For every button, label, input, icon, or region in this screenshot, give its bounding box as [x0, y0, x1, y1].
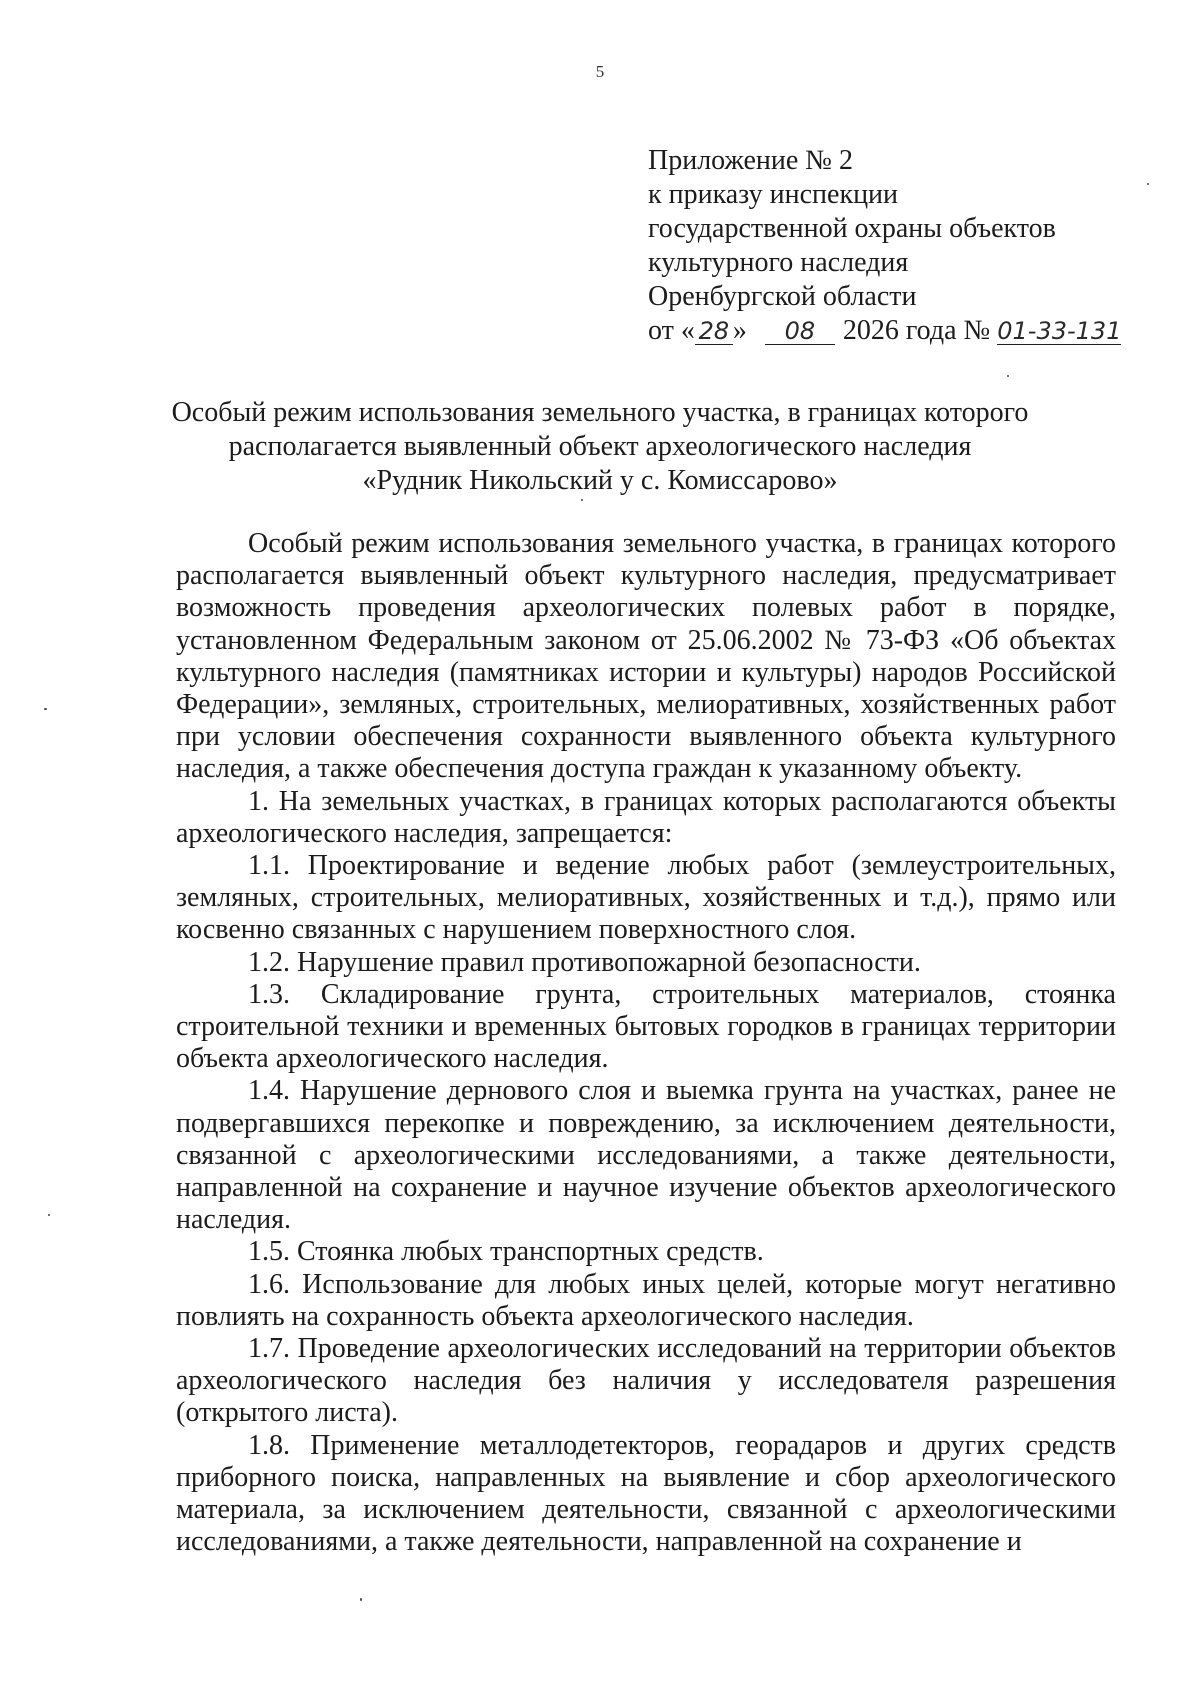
title-line: «Рудник Никольский у с. Комиссарово» — [362, 465, 838, 496]
clause-1-2: 1.2. Нарушение правил противопожарной безопасности. — [248, 946, 921, 978]
appendix-line: культурного наследия — [648, 247, 909, 278]
appendix-line: Оренбургской области — [648, 281, 917, 312]
clause-1-3: 1.3. Складирование грунта, строительных материалов, стоянка строительной техники и временных бытовых городков в границах территории объекта археологического наследия. — [176, 978, 1116, 1075]
handwritten-month: 08 — [765, 318, 835, 345]
document-title — [130, 396, 1070, 498]
title-line: располагается выявленный объект археологического наследия — [228, 431, 972, 462]
scan-speck — [44, 708, 47, 710]
handwritten-order-number: 01-33-131 — [997, 317, 1122, 345]
clause-1-8: 1.8. Применение металлодетекторов, георадаров и других средств приборного поиска, направленных на выявление и сбор археологического материала, за исключением деятельности, связанной с археологическими исследованиями, а также деятельности, направленной на сохранение и — [176, 1429, 1116, 1558]
page-number: 5 — [595, 62, 605, 81]
clause-1-5: 1.5. Стоянка любых транспортных средств. — [248, 1236, 764, 1268]
clause-1: 1. На земельных участках, в границах которых располагаются объекты археологического наследия, запрещается: — [176, 785, 1116, 849]
clause-1-4: 1.4. Нарушение дернового слоя и выемка грунта на участках, ранее не подвергавшихся перекопке и повреждению, за исключением деятельности, связанной с археологическими исследованиями, а также деятельности, направленной на сохранение и научное изучение объектов археологического наследия. — [176, 1075, 1116, 1236]
intro-paragraph: Особый режим использования земельного участка, в границах которого располагается выявленный объект культурного наследия, предусматривает возможность проведения археологических полевых работ в порядке, установленном Федеральным законом от 25.06.2002 № 73-ФЗ «Об объектах культурного наследия (памятниках истории и культуры) народов Российской Федерации», земляных, строительных, мелиоративных, хозяйственных работ при условии обеспечения сохранности выявленного объекта культурного наследия, а также обеспечения доступа граждан к указанному объекту. — [176, 528, 1116, 785]
appendix-header — [648, 144, 1121, 348]
scan-speck — [581, 499, 583, 501]
handwritten-day: 28 — [695, 318, 733, 345]
appendix-line: государственной охраны объектов — [648, 213, 1056, 244]
appendix-line: к приказу инспекции — [648, 179, 899, 210]
scan-speck — [1147, 183, 1149, 185]
order-date-line — [648, 314, 1121, 348]
date-year: 2026 года № — [842, 315, 991, 346]
scan-speck — [360, 1598, 362, 1601]
scan-speck — [1007, 375, 1009, 377]
title-line: Особый режим использования земельного участка, в границах которого — [171, 397, 1029, 428]
clause-1-6: 1.6. Использование для любых иных целей, которые могут негативно повлиять на сохранность объекта археологического наследия. — [176, 1268, 1116, 1332]
appendix-line: Приложение № 2 — [648, 145, 853, 176]
document-body — [176, 528, 1116, 1559]
clause-1-1: 1.1. Проектирование и ведение любых работ (землеустроительных, земляных, строительных, мелиоративных, хозяйственных и т.д.), прямо или косвенно связанных с нарушением поверхностного слоя. — [176, 850, 1116, 946]
date-mid: » — [732, 315, 747, 346]
date-prefix: от « — [648, 315, 695, 346]
clause-1-7: 1.7. Проведение археологических исследований на территории объектов археологического наследия без наличия у исследователя разрешения (открытого листа). — [176, 1333, 1116, 1429]
scan-speck — [48, 1214, 50, 1216]
